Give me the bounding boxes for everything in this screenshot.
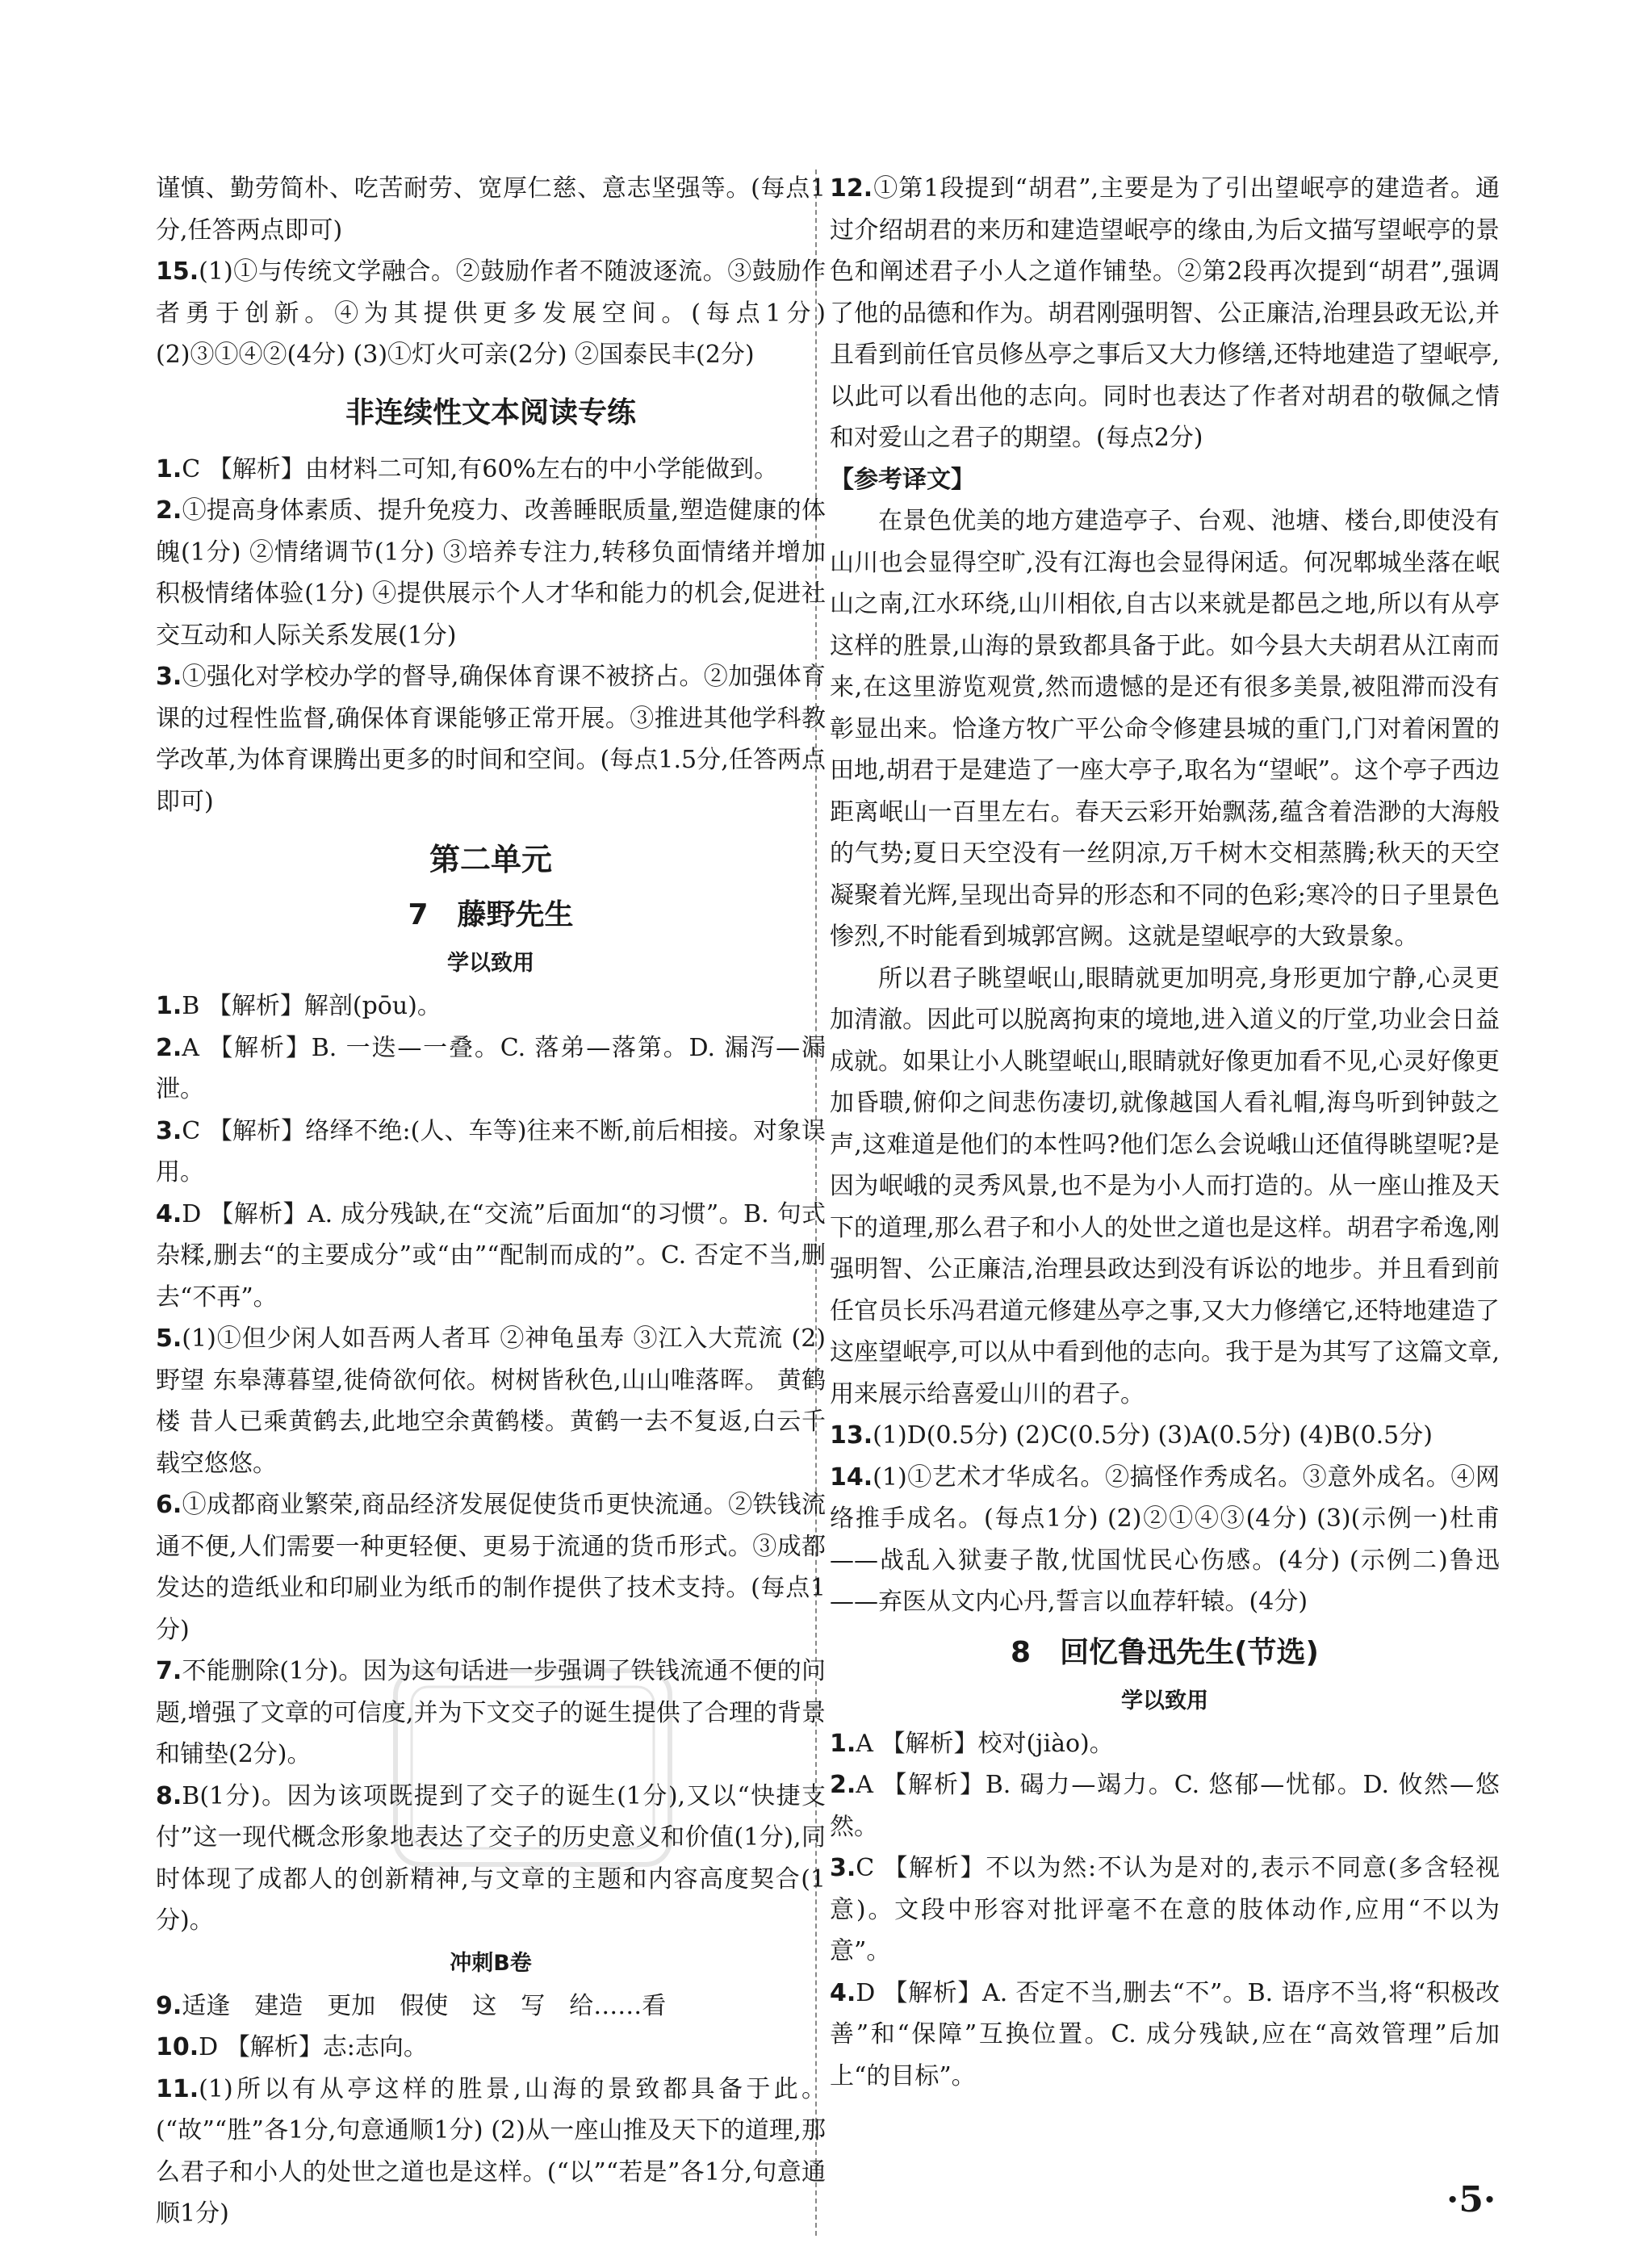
l7-question-8: 8.B(1分)。因为该项既提到了交子的诞生(1分),又以“快捷支付”这一现代概念形象地表达了交子的历史意义和价值(1分),同时体现了成都人的创新精神,与文章的主题和内容高度契合(1分)。 (156, 1781, 826, 1935)
cc-question-9: 9.适逢 建造 更加 假使 这 写 给……看 (156, 1991, 667, 2020)
l7-question-7: 7.不能删除(1分)。因为这句话进一步强调了铁钱流通不便的问题,增强了文章的可信度,并为下文交子的诞生提供了合理的背景和铺垫(2分)。 (156, 1657, 826, 1768)
l7-question-6: 6.①成都商业繁荣,商品经济发展促使货币更快流通。②铁钱流通不便,人们需要一种更轻便、更易于流通的货币形式。③成都发达的造纸业和印刷业为纸币的制作提供了技术支持。(每点1分) (156, 1491, 826, 1644)
l8-question-3: 3.C 【解析】不以为然:不认为是对的,表示不同意(多含轻视意)。文段中形容对批评毫不在意的肢体动作,应用“不以为意”。 (830, 1854, 1500, 1965)
cc-question-11: 11.(1)所以有从亭这样的胜景,山海的景致都具备于此。(“故”“胜”各1分,句意通顺1分) (2)从一座山推及天下的道理,那么君子和小人的处世之道也是这样。(“以”“若是”各1分,句意通顺1分) (156, 2074, 826, 2228)
nc-question-3: 3.①强化对学校办学的督导,确保体育课不被挤占。②加强体育课的过程性监督,确保体育课能够正常开展。③推进其他学科教学改革,为体育课腾出更多的时间和空间。(每点1.5分,任答两点即可) (156, 663, 826, 816)
l8-question-4: 4.D 【解析】A. 否定不当,删去“不”。B. 语序不当,将“积极改善”和“保障”互换位置。C. 成分残缺,应在“高效管理”后加上“的目标”。 (830, 1978, 1500, 2090)
question-12: 12.①第1段提到“胡君”,主要是为了引出望岷亭的建造者。通过介绍胡君的来历和建造望岷亭的缘由,为后文描写望岷亭的景色和阐述君子小人之道作铺垫。②第2段再次提到“胡君”,强调了他的品德和作为。胡君刚强明智、公正廉洁,治理县政无讼,并且看到前任官员修丛亭之事后又大力修缮,还特地建造了望岷亭,以此可以看出他的志向。同时也表达了作者对胡君的敬佩之情和对爱山之君子的期望。(每点2分) (830, 174, 1500, 452)
reference-translation-title: 【参考译文】 (830, 465, 975, 494)
unit-title: 第二单元 (429, 842, 552, 877)
reference-translation-p1: 在景色优美的地方建造亭子、台观、池塘、楼台,即使没有山川也会显得空旷,没有江海也会显得闲适。何况郫城坐落在岷山之南,江水环绕,山川相依,自古以来就是都邑之地,所以有从亭这样的胜景,山海的景致都具备于此。如今县大夫胡君从江南而来,在这里游览观赏,然而遗憾的是还有很多美景,被阻滞而没有彰显出来。恰逢方牧广平公命令修建县城的重门,门对着闲置的田地,胡君于是建造了一座大亭子,取名为“望岷”。这个亭子西边距离岷山一百里左右。春天云彩开始飘荡,蕴含着浩渺的大海般的气势;夏日天空没有一丝阴凉,万千树木交相蒸腾;秋天的天空凝聚着光辉,呈现出奇异的形态和不同的色彩;寒冷的日子里景色惨烈,不时能看到城郭宫阙。这就是望岷亭的大致景象。 (830, 507, 1500, 951)
l7-question-1: 1.B 【解析】解剖(pōu)。 (156, 992, 442, 1020)
xyzy-title-l8: 学以致用 (1121, 1688, 1208, 1714)
watermark-stamp (387, 1663, 678, 1873)
l8-question-2: 2.A 【解析】B. 碣力—竭力。C. 悠郁—忧郁。D. 攸然—悠然。 (830, 1771, 1500, 1841)
cc-question-10: 10.D 【解析】志:志向。 (156, 2033, 428, 2061)
l7-question-4: 4.D 【解析】A. 成分残缺,在“交流”后面加“的习惯”。B. 句式杂糅,删去“的主要成分”或“由”“配制而成的”。C. 否定不当,删去“不再”。 (156, 1199, 826, 1312)
l8-question-1: 1.A 【解析】校对(jiào)。 (830, 1729, 1114, 1758)
question-15: 15.(1)①与传统文学融合。②鼓励作者不随波逐流。③鼓励作者勇于创新。④为其提供更多发展空间。(每点1分) (2)③①④②(4分) (3)①灯火可亲(2分) ②国泰民丰(2分) (156, 257, 826, 369)
lesson-7-title: 7 藤野先生 (408, 898, 574, 931)
right-column (830, 168, 1500, 2097)
nc-question-2: 2.①提高身体素质、提升免疫力、改善睡眠质量,塑造健康的体魄(1分) ②情绪调节(1分) ③培养专注力,转移负面情绪并增加积极情绪体验(1分) ④提供展示个人才华和能力的机会,促进社交互动和人际关系发展(1分) (156, 496, 826, 650)
intro-text: 谨慎、勤劳简朴、吃苦耐劳、宽厚仁慈、意志坚强等。(每点1分,任答两点即可) (156, 174, 826, 245)
cc-title: 冲刺B卷 (450, 1950, 532, 1976)
xyzy-title-l7: 学以致用 (447, 951, 534, 976)
l7-question-2: 2.A 【解析】B. 一迭—一叠。C. 落弟—落第。D. 漏泻—漏泄。 (156, 1033, 826, 1103)
page-number: ·5· (1446, 2179, 1496, 2220)
lesson-8-title: 8 回忆鲁迅先生(节选) (1011, 1635, 1319, 1669)
l7-question-3: 3.C 【解析】络绎不绝:(人、车等)往来不断,前后相接。对象误用。 (156, 1116, 826, 1186)
reference-translation-p2: 所以君子眺望岷山,眼睛就更加明亮,身形更加宁静,心灵更加清澈。因此可以脱离拘束的境地,进入道义的厅堂,功业会日益成就。如果让小人眺望岷山,眼睛就好像更加看不见,心灵好像更加昏聩,俯仰之间悲伤凄切,就像越国人看礼帽,海鸟听到钟鼓之声,这难道是他们的本性吗?他们怎么会说峨山还值得眺望呢?是因为岷峨的灵秀风景,也不是为小人而打造的。从一座山推及天下的道理,那么君子和小人的处世之道也是这样。胡君字希逸,刚强明智、公正廉洁,治理县政达到没有诉讼的地步。并且看到前任官员长乐冯君道元修建丛亭之事,又大力修缮它,还特地建造了这座望岷亭,可以从中看到他的志向。我于是为其写了这篇文章,用来展示给喜爱山川的君子。 (830, 964, 1500, 1408)
question-14: 14.(1)①艺术才华成名。②搞怪作秀成名。③意外成名。④网络推手成名。(每点1分) (2)②①④③(4分) (3)(示例一)杜甫——战乱入狱妻子散,忧国忧民心伤感。(4分) (示例二)鲁迅——弃医从文内心丹,誓言以血荐轩辕。(4分) (830, 1462, 1500, 1616)
nc-question-1: 1.C 【解析】由材料二可知,有60%左右的中小学能做到。 (156, 454, 778, 483)
left-column (156, 168, 826, 2235)
section-title: 非连续性文本阅读专练 (345, 395, 636, 429)
l7-question-5: 5.(1)①但少闲人如吾两人者耳 ②神龟虽寿 ③江入大荒流 (2)野望 东皋薄暮望,徙倚欲何依。树树皆秋色,山山唯落晖。 黄鹤楼 昔人已乘黄鹤去,此地空余黄鹤楼。黄鹤一去不复返,白云千载空悠悠。 (156, 1324, 826, 1478)
question-13: 13.(1)D(0.5分) (2)C(0.5分) (3)A(0.5分) (4)B(0.5分) (830, 1421, 1433, 1450)
